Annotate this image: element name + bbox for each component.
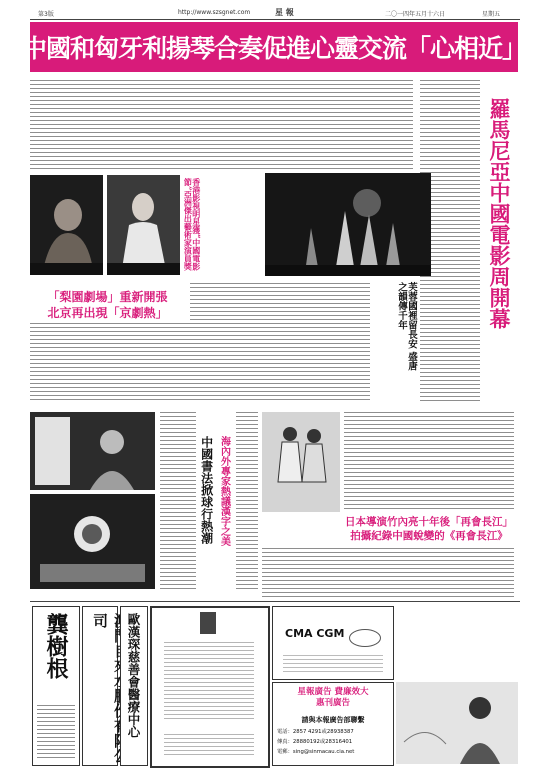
japan-headline-line1: 日本導演竹內亮十年後「再會長江」 bbox=[345, 516, 513, 528]
banner-headline: 中國和匈牙利揚琴合奏促進心靈交流「心相近」 bbox=[30, 22, 518, 72]
article-text-middle bbox=[190, 283, 370, 403]
romania-film-week-headline: 羅馬尼亞中國電影周開幕 bbox=[487, 98, 513, 329]
japan-headline-line2: 拍攝紀錄中國蛻變的《再會長江》 bbox=[350, 530, 508, 543]
calligraphy-photo-1 bbox=[30, 412, 155, 490]
charity-ad bbox=[120, 606, 148, 766]
article-text-calligraphy bbox=[160, 412, 196, 592]
star-ad-line2: 惠刊廣告 bbox=[315, 697, 350, 708]
cma-cgm-ad bbox=[272, 606, 394, 680]
opera-headline-line2: 北京再出現「京劇熱」 bbox=[47, 306, 168, 321]
calligraphy-photo-2 bbox=[30, 494, 155, 589]
article-text-japan-2 bbox=[262, 548, 514, 598]
macau-water-text: 司 bbox=[91, 613, 109, 628]
star-ad bbox=[272, 682, 394, 766]
star-ad-heading bbox=[273, 687, 393, 708]
portrait-ad bbox=[396, 682, 518, 764]
apl-logo-icon bbox=[349, 629, 381, 647]
issue-weekday: 星期五 bbox=[482, 11, 501, 18]
notice-details bbox=[164, 642, 254, 722]
tree-root-details bbox=[37, 705, 75, 759]
opera-photo-1 bbox=[30, 175, 103, 275]
star-ad-fax: 傳真：28880192或28316401 bbox=[277, 739, 353, 745]
charity-text: 歐漢琛慈善會醫療中心 bbox=[126, 613, 141, 738]
page-number: 第3版 bbox=[38, 11, 54, 18]
stage-photo bbox=[265, 173, 431, 276]
calligraphy-subheadline: 海內外專家熱議漢字之美 bbox=[218, 436, 230, 546]
star-ad-phone: 電話：2857 4291或28938387 bbox=[277, 729, 354, 735]
opera-headline bbox=[30, 289, 185, 321]
wedding-notice-ad bbox=[150, 606, 270, 768]
cma-logo: CMA CGM bbox=[285, 627, 345, 640]
notice-emblem bbox=[200, 612, 216, 634]
opera-headline-line1: 「梨園劇場」重新開張 bbox=[47, 290, 168, 304]
issue-date: 二〇一四年五月十六日 bbox=[385, 11, 446, 18]
opera-photo-2 bbox=[107, 175, 180, 275]
japan-headline bbox=[338, 515, 520, 543]
hk-stars-headline: 香港影視明星獲“中國電影節”亞洲傑出藝術家演員獎 bbox=[183, 178, 202, 271]
star-ad-line1: 星報廣告 費廉效大 bbox=[297, 687, 369, 697]
notice-footer bbox=[164, 734, 254, 756]
tree-root-text: 龔樹根 bbox=[43, 613, 69, 679]
star-ad-contact-note: 請與本報廣告部聯繫 bbox=[301, 715, 365, 724]
cma-details bbox=[283, 655, 383, 673]
site-url[interactable]: http://www.szsgnet.com bbox=[178, 9, 251, 16]
dance-photo bbox=[262, 412, 340, 512]
tang-culture-headline: 芙蓉國裡留長安 盛唐之韻傳千年 bbox=[395, 282, 417, 371]
article-text-japan bbox=[344, 412, 514, 510]
article-text-top bbox=[30, 80, 413, 170]
macau-water-ad bbox=[82, 606, 118, 766]
calligraphy-headline: 中國書法掀球行熱潮 bbox=[199, 436, 214, 544]
article-text-calligraphy-2 bbox=[236, 412, 258, 592]
paper-name: 星 報 bbox=[275, 8, 294, 17]
star-ad-email[interactable]: 電郵：sing@sinmacau.cia.net bbox=[277, 749, 355, 755]
article-text-opera bbox=[30, 323, 190, 403]
ads-divider bbox=[30, 601, 520, 602]
tree-root-ad bbox=[32, 606, 80, 766]
page-header bbox=[30, 7, 520, 20]
